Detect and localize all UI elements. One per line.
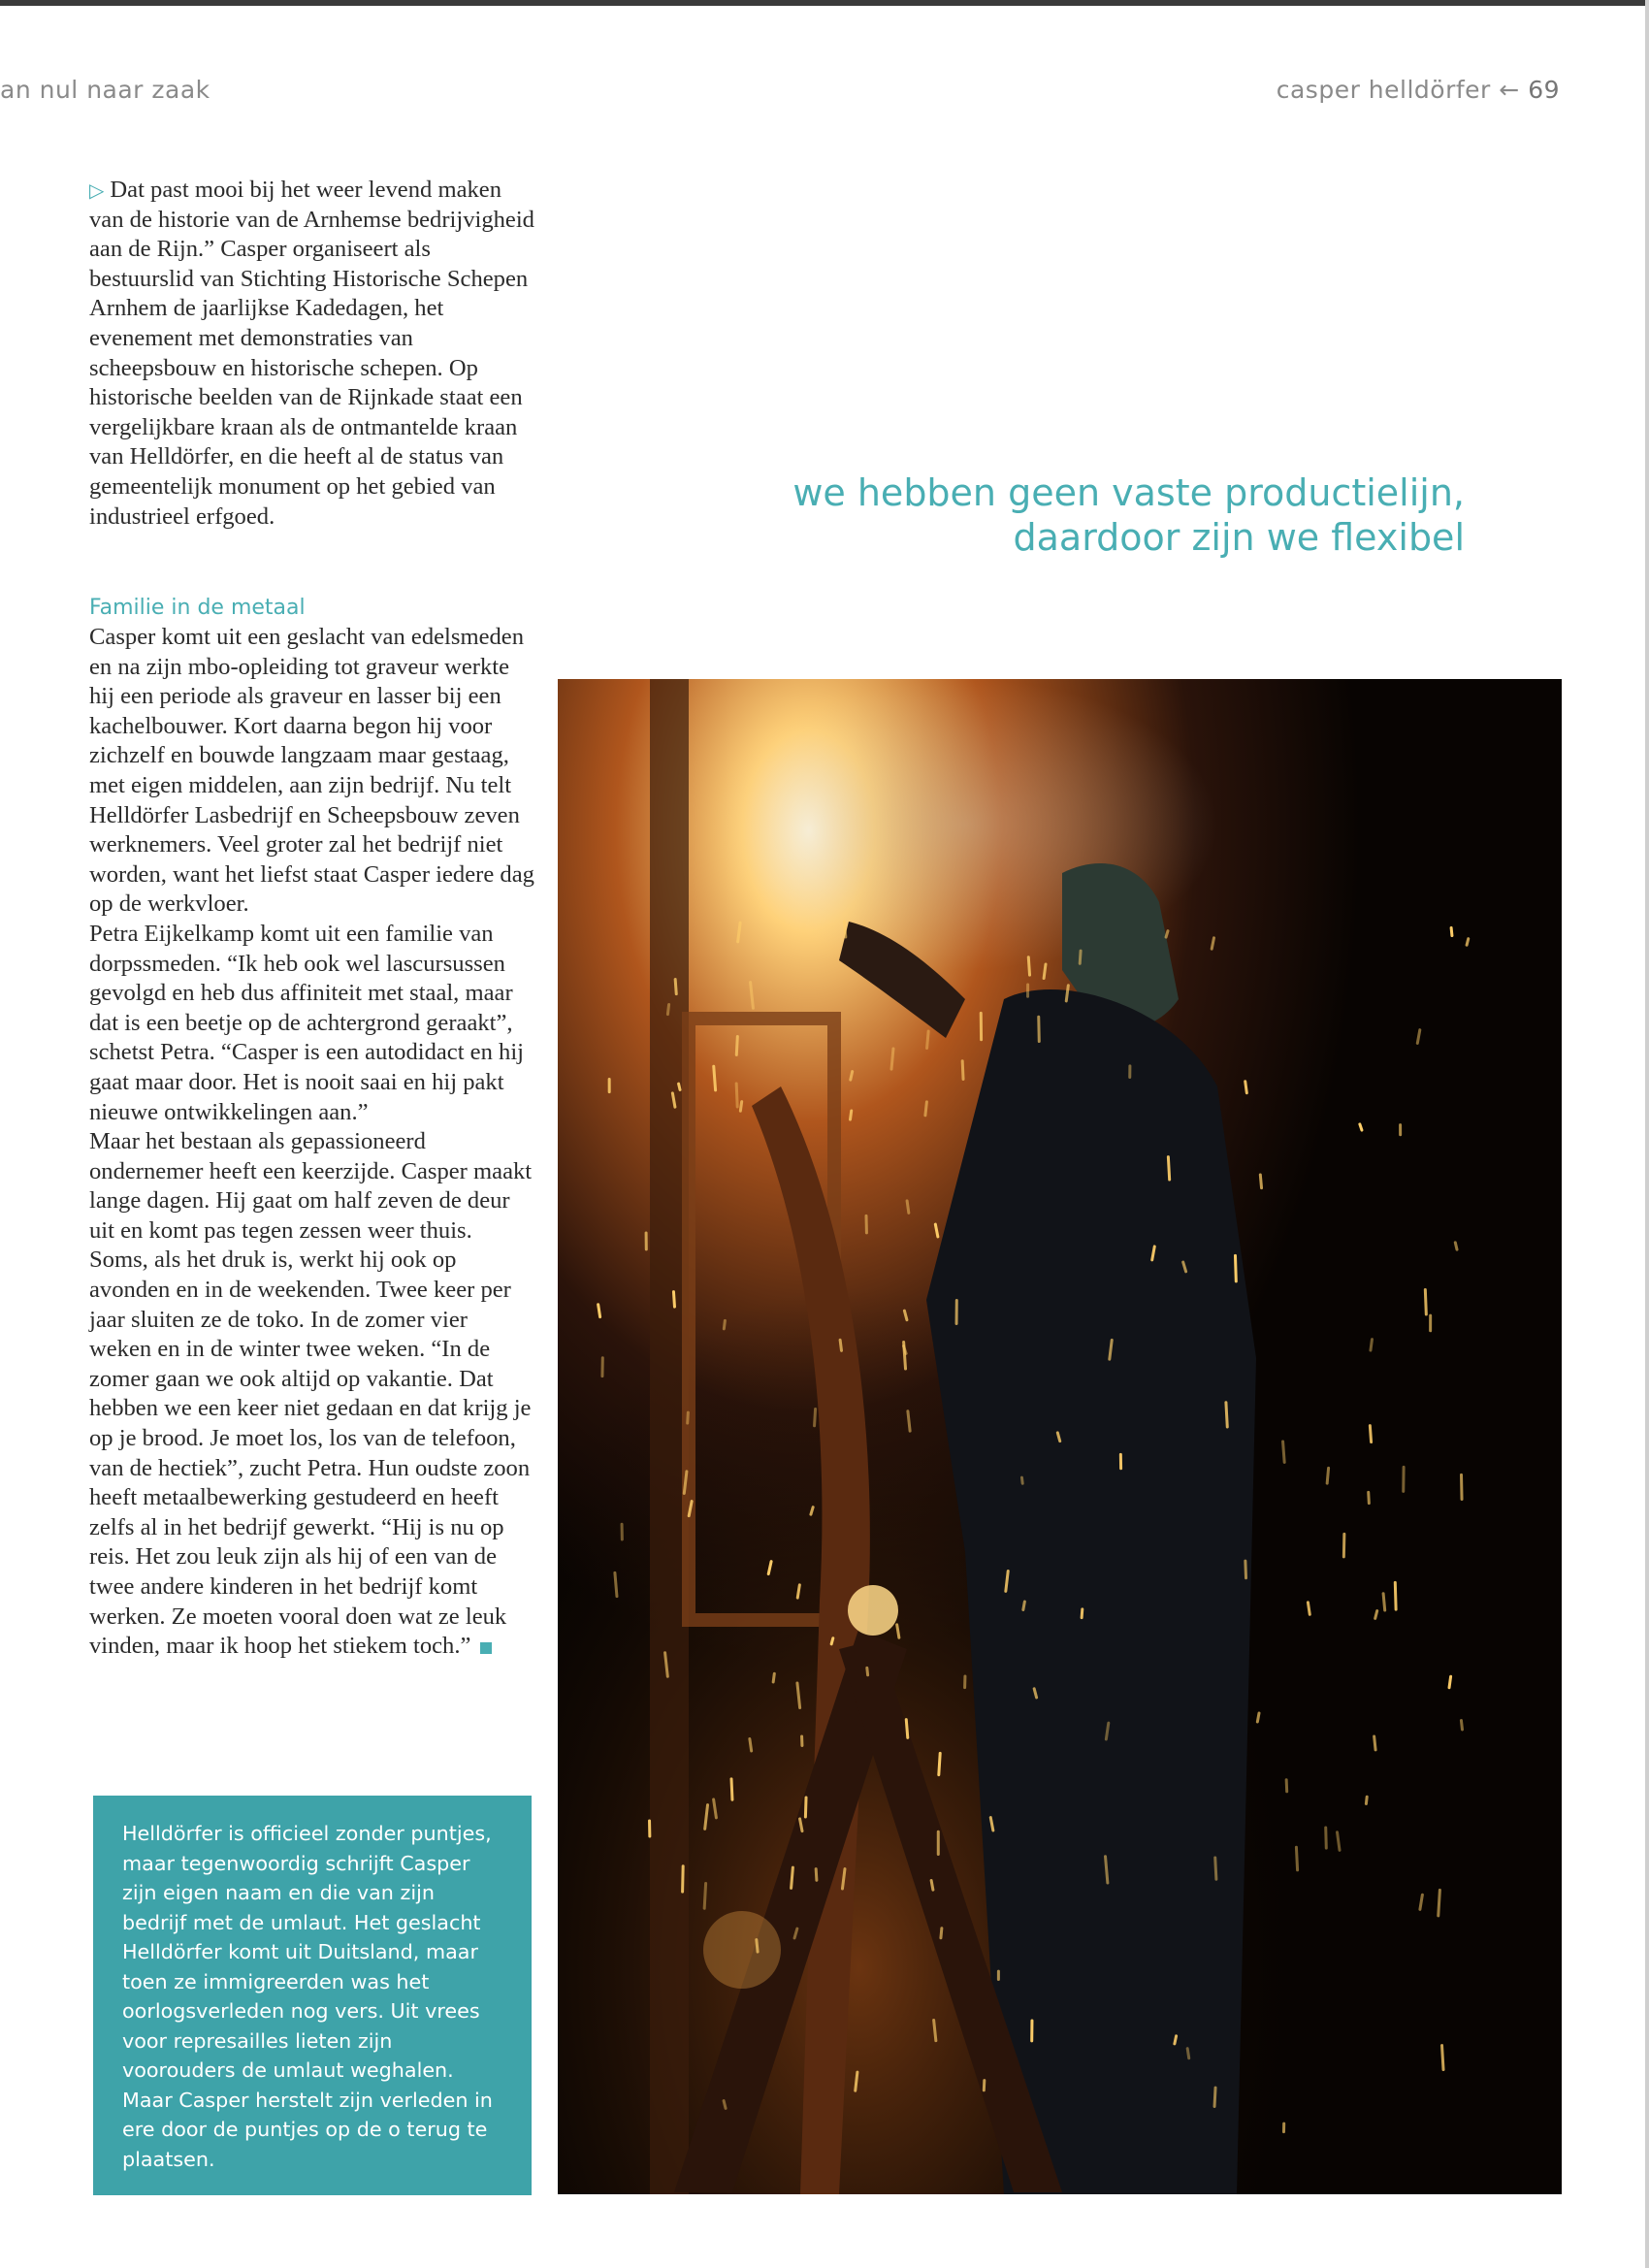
spark	[1425, 1289, 1426, 1313]
arrow-left-icon: ←	[1499, 76, 1520, 104]
spark	[1296, 1847, 1297, 1870]
spark	[773, 1673, 774, 1682]
spark	[931, 1880, 933, 1890]
spark	[679, 1084, 680, 1089]
spark	[1455, 1243, 1457, 1249]
spark	[805, 1798, 806, 1817]
spark	[683, 1866, 684, 1892]
paragraph-text: Dat past mooi bij het weer levend maken van de historie van de Arnhemse bedrijvigheid aan de Rijn.” Casper organiseert als bestuurslid van Stichting Historische Schepen Arnhem de jaarlijkse Kadedagen, het evenement met demonstraties van scheepsbouw en historische schepen. Op historische beelden van de Rijnkade staat een vergelijkbare kraan als de ontmantelde kraan van Helldörfer, en die heeft al de status van gemeentelijk monument op het gebied van industrieel erfgoed.	[89, 177, 534, 530]
spark	[816, 1869, 817, 1881]
section-subheading: Familie in de metaal	[89, 596, 306, 620]
spark	[1326, 1828, 1327, 1848]
spark	[1461, 1721, 1462, 1730]
spark	[688, 1412, 689, 1423]
spark	[840, 1340, 841, 1350]
article-column-top	[89, 176, 535, 532]
spark	[1374, 1736, 1375, 1750]
play-triangle-icon: ▷	[89, 178, 105, 202]
spark	[850, 1111, 851, 1119]
spark	[1360, 1124, 1362, 1130]
spark	[1383, 1594, 1385, 1610]
pull-quote-line: daardoor zijn we flexibel	[1013, 516, 1465, 559]
spark-burst-floor	[703, 1911, 781, 1989]
spark	[1371, 1340, 1373, 1350]
spark	[1462, 1474, 1463, 1499]
spark	[927, 1031, 929, 1048]
page-edge-shadow	[1645, 0, 1649, 2268]
article-paragraph	[89, 176, 535, 532]
article-paragraph	[89, 1127, 535, 1662]
spark	[1449, 1676, 1451, 1687]
spark	[1214, 2088, 1215, 2106]
spark	[1286, 1780, 1287, 1792]
spark	[1215, 1858, 1216, 1879]
spark	[1327, 1468, 1328, 1483]
spark	[1023, 1602, 1025, 1610]
spark	[1187, 2049, 1189, 2058]
spark	[792, 1867, 793, 1888]
spark	[673, 1292, 674, 1308]
spark	[667, 1004, 668, 1014]
spark	[1082, 1609, 1083, 1618]
spark	[704, 1884, 705, 1909]
article-column-bottom	[89, 594, 535, 1662]
spark	[1260, 1175, 1261, 1188]
square-end-icon	[480, 1642, 492, 1654]
spark	[1257, 1713, 1259, 1722]
spark	[736, 1084, 737, 1107]
spark	[941, 1928, 942, 1938]
pull-quote-line: we hebben geen vaste productielijn,	[792, 471, 1465, 514]
spark	[1375, 1611, 1377, 1619]
spark	[1166, 931, 1168, 937]
running-header-right	[1277, 76, 1560, 104]
spark	[1308, 1603, 1310, 1614]
spark	[1395, 1582, 1396, 1609]
page-number: 69	[1528, 76, 1560, 104]
pull-quote	[592, 470, 1465, 560]
spark	[724, 2101, 726, 2109]
spark	[675, 980, 676, 994]
spark	[757, 1940, 758, 1952]
info-box-text: Helldörfer is officieel zonder puntjes, maar tegenwoordig schrijft Casper zijn eigen naam en die van zijn bedrijf met de umlaut. Het geslacht Helldörfer komt uit Duitsland, maar toen ze immigreerden was het oorlogsverleden nog vers. Uit vrees voor represailles lieten zijn voorouders de umlaut weghalen. Maar Casper herstelt zijn verleden in ere door de puntjes op de o terug te plaatsen.	[122, 1822, 493, 2171]
running-header-name: casper helldörfer	[1276, 76, 1491, 104]
spark	[731, 1779, 732, 1799]
article-paragraph: Casper komt uit een geslacht van edelsmeden en na zijn mbo-opleiding tot graveur werkte hij een periode als graveur en lasser bij een kachelbouwer. Kort daarna begon hij voor zichzelf en bouwde langzaam maar gestaag, met eigen middelen, aan zijn bedrijf. Nu telt Helldörfer Lasbedrijf en Scheepsbouw zeven werknemers. Veel groter zal het bedrijf niet worden, want het liefst staat Casper iedere dag op de werkvloer.	[89, 624, 534, 918]
spark	[714, 1066, 716, 1090]
spark	[1044, 964, 1046, 979]
spark	[904, 1343, 906, 1370]
page-top-rule	[0, 0, 1649, 6]
article-paragraph: Petra Eijkelkamp komt uit een familie van dorpssmeden. “Ik heb ook wel lascursussen gevolgd en heb dus affiniteit met staal, maar dat is een beetje op de achtergrond geraakt”, schetst Petra. “Casper is een autodidact en hij gaat maar door. Het is nooit saai en hij pakt nieuwe ontwikkelingen aan.”	[89, 920, 525, 1125]
running-header-left: an nul naar zaak	[0, 76, 210, 104]
spark	[851, 1072, 853, 1081]
spark	[867, 1668, 868, 1674]
info-box	[93, 1796, 532, 2195]
spark	[1080, 951, 1081, 963]
spark	[962, 1061, 963, 1080]
spark	[750, 1739, 752, 1752]
spark	[1226, 1403, 1227, 1427]
welder-photo-illustration	[558, 679, 1562, 2194]
spark	[844, 922, 845, 937]
spark-burst	[848, 1585, 898, 1636]
spark	[724, 1320, 725, 1328]
spark	[925, 1102, 926, 1116]
spark	[1451, 927, 1452, 935]
spark	[1369, 1492, 1370, 1503]
spark	[1467, 939, 1469, 946]
welder-photo	[558, 679, 1562, 2194]
spark	[1245, 1082, 1247, 1093]
spark	[891, 1049, 893, 1069]
spark	[1028, 957, 1029, 975]
spark	[1021, 1477, 1022, 1483]
spark	[1039, 1017, 1040, 1041]
spark	[598, 1305, 600, 1317]
spark	[831, 1638, 833, 1644]
spark	[615, 1572, 617, 1596]
spark	[1366, 1797, 1367, 1803]
spark	[856, 2072, 857, 2090]
spark	[1370, 1426, 1371, 1442]
spark	[1168, 1157, 1169, 1180]
spark	[1066, 986, 1068, 1001]
paragraph-text: Maar het bestaan als gepassioneerd ondernemer heeft een keerzijde. Casper maakt lange dagen. Hij gaat om half zeven de deur uit en komt pas tegen zessen weer thuis. Soms, als het druk is, werkt hij ook op avonden en in de weekenden. Twee keer per jaar sluiten ze de toko. In de zomer vier weken en in de winter twee weken. “In de zomer gaan we ook altijd op vakantie. Dat hebben we een keer niet gedaan en dat krijg je op je brood. Je moet los, los van de telefoon, van de hectiek”, zucht Petra. Hun oudste zoon heeft metaalbewerking gestudeerd en heeft zelfs al in het bedrijf gewerkt. “Hij is nu op reis. Het zou leuk zijn als hij of een van de twee andere kinderen in het bedrijf komt werken. Ze moeten vooral doen wat ze leuk vinden, maar ik hoop het stiekem toch.”	[89, 1128, 533, 1660]
spark	[1283, 1442, 1285, 1462]
spark	[736, 1036, 737, 1054]
spark	[1442, 2046, 1443, 2070]
spark	[1175, 2036, 1177, 2044]
spark	[907, 1201, 909, 1214]
spark	[906, 1720, 908, 1738]
spark	[1235, 1255, 1236, 1280]
spark	[797, 1585, 799, 1598]
spark	[1439, 1890, 1440, 1915]
spark	[740, 1102, 741, 1112]
spark	[939, 1753, 940, 1774]
spark	[1245, 1561, 1246, 1578]
spark	[815, 1409, 816, 1426]
